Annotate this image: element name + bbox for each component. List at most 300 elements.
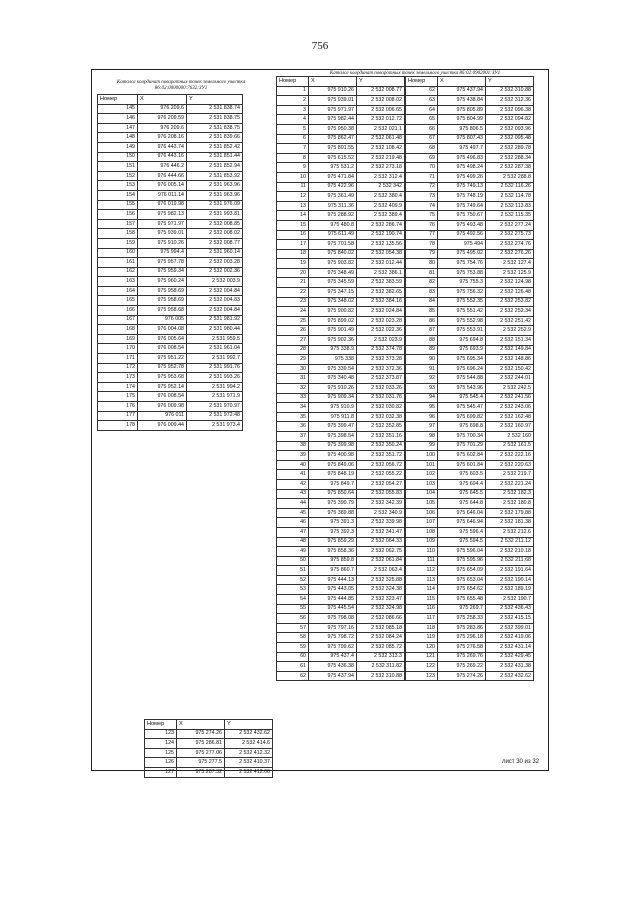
- point-number: 45: [277, 508, 309, 518]
- left-coordinate-table: [97, 94, 243, 431]
- point-number: 60: [277, 652, 309, 662]
- coord-y: 2 532 149.84: [486, 345, 534, 355]
- point-number: 145: [98, 104, 138, 114]
- coord-x: 975 269.7: [438, 604, 486, 614]
- coord-y: 2 532 160.97: [486, 422, 534, 432]
- point-number: 63: [406, 96, 438, 106]
- coord-y: 2 531 851.44: [187, 152, 243, 162]
- coord-x: 975 859.29: [309, 537, 357, 547]
- coord-x: 975 286.81: [177, 739, 225, 749]
- table-row: [406, 575, 534, 585]
- coord-y: 2 531 971.9: [187, 392, 243, 402]
- coord-y: 2 532 180.8: [486, 499, 534, 509]
- coord-y: 2 532 114.78: [486, 192, 534, 202]
- coord-y: 2 532 382.65: [357, 288, 405, 298]
- coord-y: 2 532 219.7: [486, 470, 534, 480]
- coord-x: 975 277.06: [177, 748, 225, 758]
- table-row: [406, 124, 534, 134]
- table-row: [406, 393, 534, 403]
- point-number: 178: [98, 421, 138, 431]
- coord-x: 975 258.33: [438, 614, 486, 624]
- coord-y: 2 532 373.87: [357, 374, 405, 384]
- point-number: 157: [98, 219, 138, 229]
- coord-y: 2 532 399.01: [486, 623, 534, 633]
- point-number: 89: [406, 345, 438, 355]
- coord-x: 975 361.49: [309, 192, 357, 202]
- point-number: 112: [406, 566, 438, 576]
- table-row: [406, 144, 534, 154]
- point-number: 13: [277, 201, 309, 211]
- table-row: [406, 547, 534, 557]
- table-row: [277, 144, 405, 154]
- point-number: 88: [406, 336, 438, 346]
- left-table-caption: Каталог координат поворотных точек земельного участка 86:02:0000000:7632:ЗУ1: [116, 80, 246, 91]
- point-number: 151: [98, 162, 138, 172]
- coord-y: 2 532 252.34: [486, 307, 534, 317]
- point-number: 10: [277, 172, 309, 182]
- coord-y: 2 532 276.26: [486, 249, 534, 259]
- coord-y: 2 532 024.84: [357, 307, 405, 317]
- coord-x: 976 009.44: [138, 421, 187, 431]
- coord-x: 975 909.34: [309, 393, 357, 403]
- coord-x: 975 645.5: [438, 489, 486, 499]
- table-row: [277, 393, 405, 403]
- coord-x: 975 496.83: [438, 153, 486, 163]
- point-number: 8: [277, 153, 309, 163]
- coord-x: 975 957.78: [138, 258, 187, 268]
- point-number: 159: [98, 238, 138, 248]
- coord-x: 975 277.5: [177, 758, 225, 768]
- table-row: [406, 153, 534, 163]
- coord-y: 2 532 342: [357, 182, 405, 192]
- coord-y: 2 532 116.26: [486, 182, 534, 192]
- table-row: [277, 556, 405, 566]
- table-row: [277, 671, 405, 681]
- point-number: 164: [98, 286, 138, 296]
- coord-y: 2 531 992.7: [187, 354, 243, 364]
- coord-y: 2 532 286.74: [357, 220, 405, 230]
- table-row: [406, 585, 534, 595]
- point-number: 74: [406, 201, 438, 211]
- coord-x: 975 693.9: [438, 345, 486, 355]
- coord-x: 976 443.16: [138, 152, 187, 162]
- coord-y: 2 532 161.5: [486, 441, 534, 451]
- coord-y: 2 531 838.74: [187, 104, 243, 114]
- coord-y: 2 532 251.42: [486, 316, 534, 326]
- coord-y: 2 532 054.27: [357, 479, 405, 489]
- point-number: 26: [277, 326, 309, 336]
- coord-y: 2 532 056.72: [357, 460, 405, 470]
- coord-y: 2 532 310.88: [357, 671, 405, 681]
- coord-x: 975 700.34: [438, 431, 486, 441]
- point-number: 119: [406, 633, 438, 643]
- coord-x: 975 274.26: [438, 671, 486, 681]
- table-row: [98, 325, 243, 335]
- coord-y: 2 532 004.84: [187, 286, 243, 296]
- coord-x: 975 753.88: [438, 268, 486, 278]
- coord-y: 2 532 033.26: [357, 384, 405, 394]
- point-number: 2: [277, 96, 309, 106]
- coord-x: 975 694.8: [438, 336, 486, 346]
- point-number: 38: [277, 441, 309, 451]
- point-number: 43: [277, 489, 309, 499]
- point-number: 76: [406, 220, 438, 230]
- table-row: [277, 527, 405, 537]
- coord-x: 976 011: [138, 411, 187, 421]
- table-row: [277, 297, 405, 307]
- point-number: 29: [277, 355, 309, 365]
- table-row: [406, 105, 534, 115]
- table-row: [98, 248, 243, 258]
- coord-y: 2 532 004.84: [187, 306, 243, 316]
- point-number: 152: [98, 171, 138, 181]
- coord-y: 2 532 023.9: [357, 336, 405, 346]
- coord-y: 2 532 006.65: [357, 105, 405, 115]
- point-number: 64: [406, 105, 438, 115]
- coord-x: 975 338.9: [309, 345, 357, 355]
- table-row: [98, 142, 243, 152]
- coord-x: 975 655.48: [438, 595, 486, 605]
- coord-x: 976 011.14: [138, 190, 187, 200]
- point-number: 53: [277, 585, 309, 595]
- table-row: [277, 451, 405, 461]
- coord-x: 975 495.02: [438, 249, 486, 259]
- coord-x: 975 799.62: [309, 643, 357, 653]
- table-row: [406, 86, 534, 96]
- point-number: 46: [277, 518, 309, 528]
- coord-y: 2 531 973.4: [187, 421, 243, 431]
- coord-x: 975 594.5: [438, 537, 486, 547]
- table-row: [406, 163, 534, 173]
- header-y: Y: [225, 720, 273, 730]
- table-row: [98, 306, 243, 316]
- point-number: 113: [406, 575, 438, 585]
- coord-y: 2 531 993.81: [187, 210, 243, 220]
- header-x: X: [138, 95, 187, 105]
- point-number: 91: [406, 364, 438, 374]
- table-row: [406, 537, 534, 547]
- coord-x: 975 603.5: [438, 470, 486, 480]
- coord-y: 2 532 030.82: [357, 403, 405, 413]
- coord-x: 975 553.91: [438, 326, 486, 336]
- table-row: [406, 249, 534, 259]
- table-row: [406, 220, 534, 230]
- coord-x: 975 596.4: [438, 527, 486, 537]
- coord-x: 975 858.36: [309, 547, 357, 557]
- coord-x: 976 446.2: [138, 162, 187, 172]
- table-row: [277, 220, 405, 230]
- coord-x: 975 798.08: [309, 614, 357, 624]
- point-number: 83: [406, 288, 438, 298]
- point-number: 7: [277, 144, 309, 154]
- coord-y: 2 532 191.64: [486, 566, 534, 576]
- table-row: [277, 201, 405, 211]
- header-number: Номер: [145, 720, 177, 730]
- coord-x: 976 443.74: [138, 142, 187, 152]
- coord-x: 975 340.48: [309, 374, 357, 384]
- coord-y: 2 532 095.48: [486, 134, 534, 144]
- coord-y: 2 531 852.94: [187, 162, 243, 172]
- coord-x: 975 437.4: [309, 652, 357, 662]
- coord-y: 2 532 310.88: [486, 86, 534, 96]
- coord-y: 2 531 994.2: [187, 382, 243, 392]
- point-number: 120: [406, 643, 438, 653]
- coord-x: 975 494: [438, 240, 486, 250]
- table-row: [277, 355, 405, 365]
- coord-y: 2 532 351.72: [357, 451, 405, 461]
- coord-y: 2 532 273.18: [357, 163, 405, 173]
- point-number: 50: [277, 556, 309, 566]
- coord-x: 976 008.54: [138, 344, 187, 354]
- coord-x: 976 008.54: [138, 392, 187, 402]
- coord-y: 2 531 981.92: [187, 315, 243, 325]
- table-row: [98, 373, 243, 383]
- point-number: 97: [406, 422, 438, 432]
- coord-y: 2 532 085.72: [357, 643, 405, 653]
- coord-x: 975 296.18: [438, 633, 486, 643]
- table-row: [277, 614, 405, 624]
- table-row: [277, 633, 405, 643]
- coord-x: 975 952.78: [138, 363, 187, 373]
- coord-x: 975 436.38: [309, 662, 357, 672]
- coord-y: 2 532 061.84: [357, 556, 405, 566]
- table-row: [406, 614, 534, 624]
- coord-y: 2 532 003.9: [187, 277, 243, 287]
- coord-y: 2 532 179.88: [486, 508, 534, 518]
- table-row: [145, 767, 273, 777]
- coord-y: 2 532 419.06: [486, 633, 534, 643]
- point-number: 168: [98, 325, 138, 335]
- point-number: 61: [277, 662, 309, 672]
- point-number: 34: [277, 403, 309, 413]
- coord-x: 975 399.98: [309, 441, 357, 451]
- point-number: 25: [277, 316, 309, 326]
- table-row: [406, 355, 534, 365]
- coord-y: 2 532 384.16: [357, 297, 405, 307]
- point-number: 37: [277, 431, 309, 441]
- coord-y: 2 532 108.42: [357, 144, 405, 154]
- point-number: 173: [98, 373, 138, 383]
- point-number: 44: [277, 499, 309, 509]
- table-row: [277, 422, 405, 432]
- point-number: 65: [406, 115, 438, 125]
- point-number: 59: [277, 643, 309, 653]
- table-row: [98, 296, 243, 306]
- coord-y: 2 532 252.9: [486, 326, 534, 336]
- table-row: [406, 422, 534, 432]
- point-number: 17: [277, 240, 309, 250]
- point-number: 28: [277, 345, 309, 355]
- coord-y: 2 532 151.34: [486, 336, 534, 346]
- coord-y: 2 532 311.82: [357, 662, 405, 672]
- point-number: 57: [277, 623, 309, 633]
- coord-x: 975 392.3: [309, 527, 357, 537]
- table-row: [277, 441, 405, 451]
- coord-x: 975 899.02: [309, 316, 357, 326]
- point-number: 167: [98, 315, 138, 325]
- point-number: 177: [98, 411, 138, 421]
- coord-x: 975 492.56: [438, 230, 486, 240]
- table-row: [406, 172, 534, 182]
- coord-x: 975 952.14: [138, 382, 187, 392]
- coord-x: 975 805.89: [438, 105, 486, 115]
- table-row: [277, 316, 405, 326]
- coord-x: 975 910.26: [309, 384, 357, 394]
- coord-y: 2 532 414.6: [225, 739, 273, 749]
- coord-x: 975 698.8: [438, 422, 486, 432]
- table-row: [98, 114, 243, 124]
- coord-x: 975 849.06: [309, 460, 357, 470]
- coord-x: 976 209.6: [138, 104, 187, 114]
- coord-y: 2 532 061.48: [357, 134, 405, 144]
- table-row: [277, 172, 405, 182]
- table-row: [145, 739, 273, 749]
- coord-x: 975 982.44: [309, 115, 357, 125]
- coord-x: 975 602.84: [438, 451, 486, 461]
- coord-x: 975 701.58: [309, 240, 357, 250]
- point-number: 52: [277, 575, 309, 585]
- table-row: [406, 268, 534, 278]
- point-number: 71: [406, 172, 438, 182]
- point-number: 31: [277, 374, 309, 384]
- point-number: 99: [406, 441, 438, 451]
- right-table-caption: Каталог координат поворотных точек земельного участка 86:02:0902001:ЗУ1: [329, 71, 501, 76]
- coord-y: 2 532 021.1: [357, 124, 405, 134]
- coord-y: 2 531 993.26: [187, 373, 243, 383]
- header-x: X: [177, 720, 225, 730]
- point-number: 163: [98, 277, 138, 287]
- point-number: 104: [406, 489, 438, 499]
- table-row: [406, 431, 534, 441]
- coord-x: 975 848.19: [309, 470, 357, 480]
- point-number: 42: [277, 479, 309, 489]
- coord-y: 2 532 288.8: [486, 172, 534, 182]
- coord-y: 2 532 162.48: [486, 412, 534, 422]
- coord-x: 976 009.98: [138, 402, 187, 412]
- coord-y: 2 532 372.36: [357, 364, 405, 374]
- point-number: 105: [406, 499, 438, 509]
- coord-y: 2 532 352.85: [357, 422, 405, 432]
- coord-x: 975 422.96: [309, 182, 357, 192]
- table-row: [277, 211, 405, 221]
- point-number: 70: [406, 163, 438, 173]
- point-number: 148: [98, 133, 138, 143]
- point-number: 94: [406, 393, 438, 403]
- coord-x: 975 840.02: [309, 249, 357, 259]
- table-row: [406, 96, 534, 106]
- coord-y: 2 532 063.4: [357, 566, 405, 576]
- coord-x: 975 438.84: [438, 96, 486, 106]
- table-row: [277, 518, 405, 528]
- point-number: 100: [406, 451, 438, 461]
- coord-y: 2 532 277.24: [486, 220, 534, 230]
- table-row: [406, 652, 534, 662]
- point-number: 111: [406, 556, 438, 566]
- point-number: 39: [277, 451, 309, 461]
- coord-x: 975 493.48: [438, 220, 486, 230]
- point-number: 108: [406, 527, 438, 537]
- table-row: [406, 134, 534, 144]
- point-number: 6: [277, 134, 309, 144]
- point-number: 78: [406, 240, 438, 250]
- point-number: 92: [406, 374, 438, 384]
- coord-y: 2 532 325.88: [357, 575, 405, 585]
- table-row: [98, 123, 243, 133]
- table-row: [406, 115, 534, 125]
- coord-x: 975 756.32: [438, 288, 486, 298]
- point-number: 1: [277, 86, 309, 96]
- point-number: 73: [406, 192, 438, 202]
- point-number: 146: [98, 114, 138, 124]
- header-y: Y: [187, 95, 243, 105]
- table-row: [406, 278, 534, 288]
- coord-x: 975 283.86: [438, 623, 486, 633]
- point-number: 36: [277, 422, 309, 432]
- coord-y: 2 532 012.44: [357, 259, 405, 269]
- coord-x: 975 695.34: [438, 355, 486, 365]
- coord-y: 2 531 963.96: [187, 181, 243, 191]
- point-number: 33: [277, 393, 309, 403]
- table-row: [277, 384, 405, 394]
- coord-x: 975 958.68: [138, 306, 187, 316]
- coord-y: 2 532 386.1: [357, 268, 405, 278]
- coord-x: 975 544.88: [438, 374, 486, 384]
- coord-y: 2 532 093.96: [486, 124, 534, 134]
- point-number: 153: [98, 181, 138, 191]
- coord-y: 2 531 976.09: [187, 200, 243, 210]
- coord-x: 975 338: [309, 355, 357, 365]
- coord-y: 2 532 004.83: [187, 296, 243, 306]
- point-number: 175: [98, 392, 138, 402]
- table-row: [406, 336, 534, 346]
- coord-x: 975 287.32: [177, 767, 225, 777]
- coord-x: 975 806.5: [438, 124, 486, 134]
- coord-x: 975 903.82: [309, 259, 357, 269]
- coord-y: 2 532 135.56: [357, 240, 405, 250]
- table-row: [277, 278, 405, 288]
- coord-x: 975 850.64: [309, 489, 357, 499]
- table-row: [406, 230, 534, 240]
- point-number: 66: [406, 124, 438, 134]
- coord-y: 2 532 242.5: [486, 384, 534, 394]
- point-number: 103: [406, 479, 438, 489]
- page-number: 756: [311, 40, 329, 52]
- point-number: 156: [98, 210, 138, 220]
- coord-x: 975 615.52: [309, 153, 357, 163]
- coord-y: 2 532 008.77: [187, 238, 243, 248]
- table-row: [406, 259, 534, 269]
- table-row: [98, 181, 243, 191]
- point-number: 147: [98, 123, 138, 133]
- coord-x: 975 958.69: [138, 296, 187, 306]
- coord-y: 2 532 062.75: [357, 547, 405, 557]
- table-row: [277, 604, 405, 614]
- coord-y: 2 531 961.04: [187, 344, 243, 354]
- coord-y: 2 532 432.62: [225, 729, 273, 739]
- coord-x: 976 005.14: [138, 181, 187, 191]
- coord-x: 975 644.8: [438, 499, 486, 509]
- coord-y: 2 532 181.38: [486, 518, 534, 528]
- coord-x: 975 797.16: [309, 623, 357, 633]
- table-row: [277, 259, 405, 269]
- coord-x: 975 288.92: [309, 211, 357, 221]
- coord-x: 975 701.29: [438, 441, 486, 451]
- coord-x: 975 749.13: [438, 182, 486, 192]
- table-row: [98, 104, 243, 114]
- coord-x: 975 950.38: [309, 124, 357, 134]
- coord-x: 975 862.47: [309, 134, 357, 144]
- coord-y: 2 532 094.82: [486, 115, 534, 125]
